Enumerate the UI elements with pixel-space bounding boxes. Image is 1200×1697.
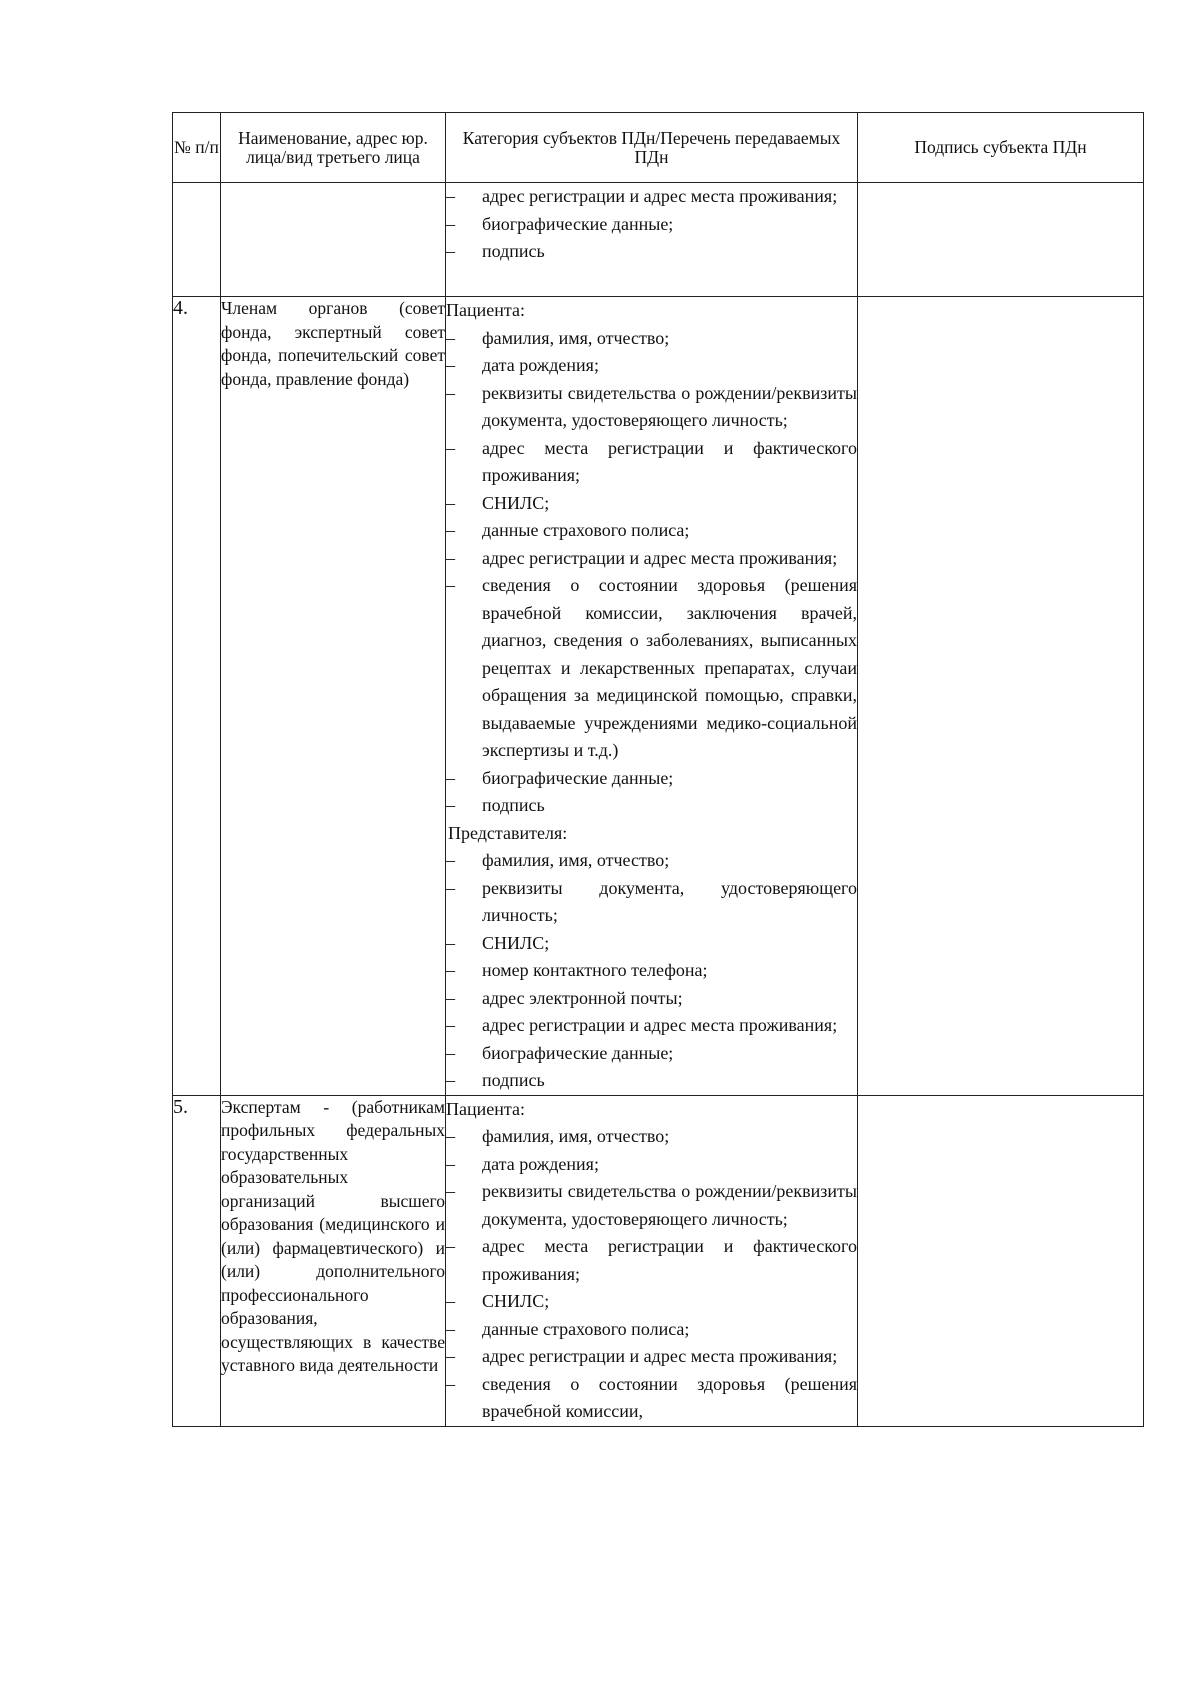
list-item: – фамилия, имя, отчество;: [446, 847, 857, 875]
table-row-4: [173, 297, 1144, 1096]
list-item: – номер контактного телефона;: [446, 957, 857, 985]
list-item: – дата рождения;: [446, 352, 857, 380]
header-num: № п/п: [173, 113, 221, 183]
header-row: [173, 113, 1144, 183]
signature-cell[interactable]: [858, 297, 1144, 1096]
table-row-5: [173, 1095, 1144, 1426]
list-item: – адрес места регистрации и фактического проживания;: [446, 1233, 857, 1288]
group-label-patient: Пациента:: [446, 300, 525, 320]
patient-category-list: [446, 1123, 857, 1426]
list-item: – подпись: [446, 792, 857, 820]
list-item: – биографические данные;: [446, 765, 857, 793]
header-category: Категория субъектов ПДн/Перечень передаваемых ПДн: [446, 113, 858, 183]
list-item: – сведения о состоянии здоровья (решения врачебной комиссии,: [446, 1371, 857, 1426]
header-signature: Подпись субъекта ПДн: [858, 113, 1144, 183]
list-item: – фамилия, имя, отчество;: [446, 325, 857, 353]
list-item: – данные страхового полиса;: [446, 517, 857, 545]
list-item: – фамилия, имя, отчество;: [446, 1123, 857, 1151]
list-item: – подпись: [446, 1067, 857, 1095]
list-item: – дата рождения;: [446, 1151, 857, 1179]
list-item: – адрес регистрации и адрес места проживания;: [446, 545, 857, 573]
list-item: – реквизиты свидетельства о рождении/реквизиты документа, удостоверяющего личность;: [446, 380, 857, 435]
row-name-cell: [221, 183, 446, 297]
list-item: – реквизиты документа, удостоверяющего личность;: [446, 875, 857, 930]
list-item: – адрес регистрации и адрес места проживания;: [446, 1343, 857, 1371]
list-item: – адрес места регистрации и фактического проживания;: [446, 435, 857, 490]
header-name: Наименование, адрес юр. лица/вид третьего лица: [221, 113, 446, 183]
row-category-cell: [446, 183, 858, 297]
list-item: – СНИЛС;: [446, 1288, 857, 1316]
group-label-patient: Пациента:: [446, 1098, 525, 1119]
patient-category-list: [446, 325, 857, 820]
list-item: – подпись: [446, 238, 857, 266]
representative-category-list: [446, 847, 857, 1095]
list-item: – биографические данные;: [446, 211, 857, 239]
row-num: 5.: [173, 1095, 221, 1426]
list-item: – реквизиты свидетельства о рождении/реквизиты документа, удостоверяющего личность;: [446, 1178, 857, 1233]
list-item: – сведения о состоянии здоровья (решения врачебной комиссии, заключения врачей, диагноз, сведения о заболеваниях, выписанных рецептах и лекарственных препаратах, случаи обращения за медицинской помощью, справки, выдаваемые учреждениями медико-социальной экспертизы и т.д.): [446, 572, 857, 765]
row-category-cell: [446, 1095, 858, 1426]
row-category-cell: [446, 297, 858, 1096]
table-row-continued: [173, 183, 1144, 297]
list-item: – адрес регистрации и адрес места проживания;: [446, 183, 857, 211]
group-label-representative: Представителя:: [448, 822, 568, 843]
row-name: Экспертам - (работникам профильных федеральных государственных образовательных организаций высшего образования (медицинского и (или) фармацевтического) и (или) дополнительного профессионального образования, осуществляющих в качестве уставного вида деятельности: [221, 1095, 446, 1426]
consent-table: [172, 112, 1144, 1427]
category-list: [446, 183, 857, 266]
signature-cell[interactable]: [858, 183, 1144, 297]
list-item: – адрес электронной почты;: [446, 985, 857, 1013]
row-num: 4.: [173, 297, 221, 1096]
list-item: – СНИЛС;: [446, 490, 857, 518]
row-num-cell: [173, 183, 221, 297]
row-name: Членам органов (совет фонда, экспертный совет фонда, попечительский совет фонда, правление фонда): [221, 297, 446, 1096]
list-item: – СНИЛС;: [446, 930, 857, 958]
list-item: – адрес регистрации и адрес места проживания;: [446, 1012, 857, 1040]
list-item: – данные страхового полиса;: [446, 1316, 857, 1344]
signature-cell[interactable]: [858, 1095, 1144, 1426]
list-item: – биографические данные;: [446, 1040, 857, 1068]
